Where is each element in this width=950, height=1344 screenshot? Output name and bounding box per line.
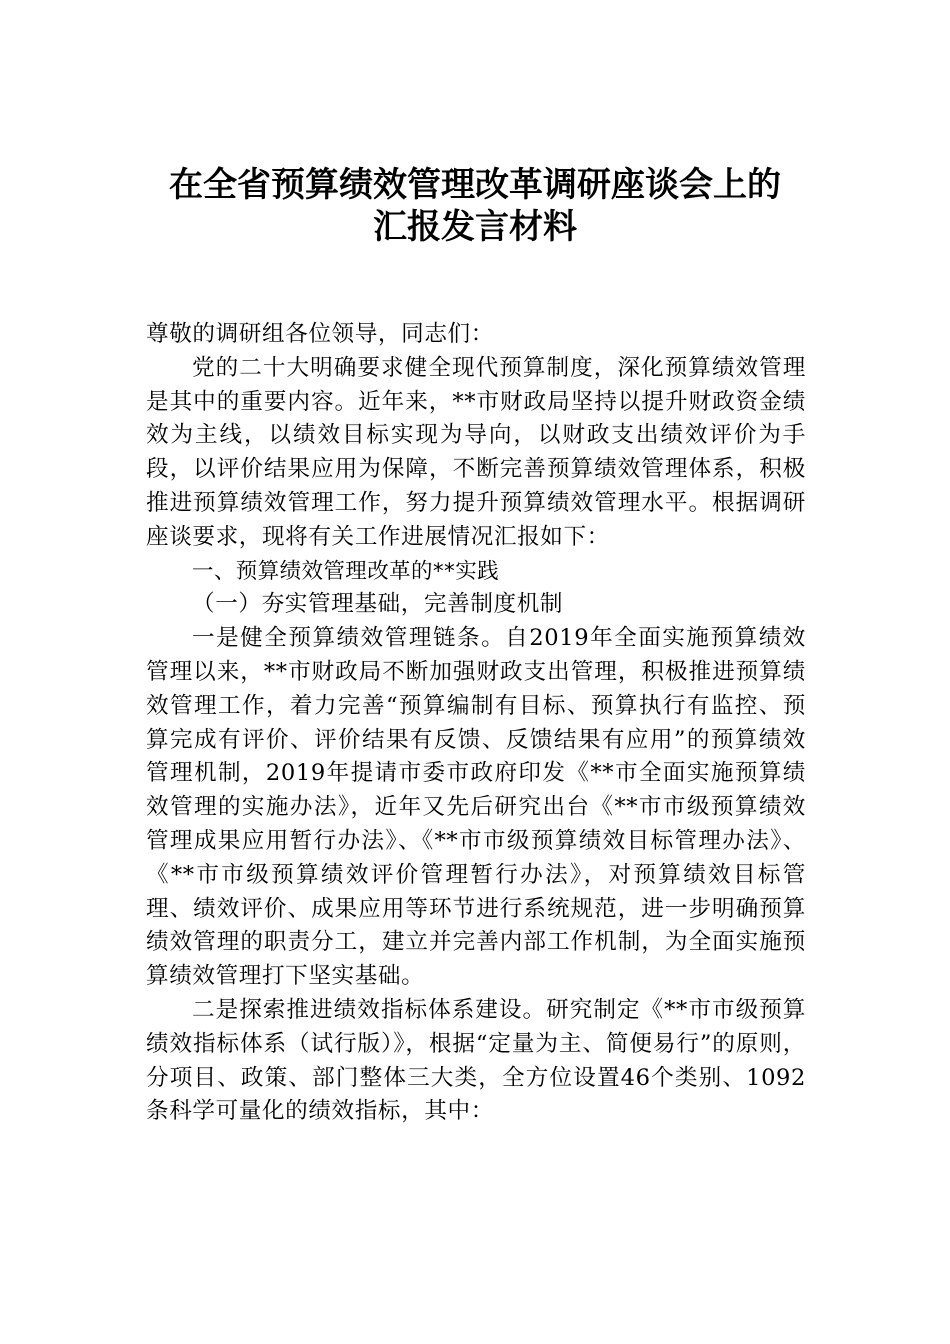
section-heading: 一、预算绩效管理改革的**实践 [192,558,500,584]
document-title-line-2: 汇报发言材料 [373,207,577,247]
paragraph-point-2: 二是探索推进绩效指标体系建设。研究制定《**市市级预算绩效指标体系（试行版）》，根据“定量为主、简便易行”的原则，分项目、政策、部门整体三大类，全方位设置46个类别、1092条科学可量化的绩效指标，其中： [146,996,806,1125]
greeting: 尊敬的调研组各位领导，同志们： [146,321,494,347]
paragraph-intro: 党的二十大明确要求健全现代预算制度，深化预算绩效管理是其中的重要内容。近年来，**市财政局坚持以提升财政资金绩效为主线，以绩效目标实现为导向，以财政支出绩效评价为手段，以评价结果应用为保障，不断完善预算绩效管理体系，积极推进预算绩效管理工作，努力提升预算绩效管理水平。根据调研座谈要求，现将有关工作进展情况汇报如下： [146,354,806,550]
paragraph-point-1: 一是健全预算绩效管理链条。自2019年全面实施预算绩效管理以来，**市财政局不断加强财政支出管理，积极推进预算绩效管理工作，着力完善“预算编制有目标、预算执行有监控、预算完成有评价、评价结果有反馈、反馈结果有应用”的预算绩效管理机制，2019年提请市委市政府印发《**市全面实施预算绩效管理的实施办法》，近年又先后研究出台《**市市级预算绩效管理成果应用暂行办法》、《**市市级预算绩效目标管理办法》、《**市市级预算绩效评价管理暂行办法》，对预算绩效目标管理、绩效评价、成果应用等环节进行系统规范，进一步明确预算绩效管理的职责分工，建立并完善内部工作机制，为全面实施预算绩效管理打下坚实基础。 [146,625,806,990]
subsection-heading: （一）夯实管理基础，完善制度机制 [192,591,564,618]
document-body [146,318,806,1129]
document-title-line-1: 在全省预算绩效管理改革调研座谈会上的 [169,165,781,205]
